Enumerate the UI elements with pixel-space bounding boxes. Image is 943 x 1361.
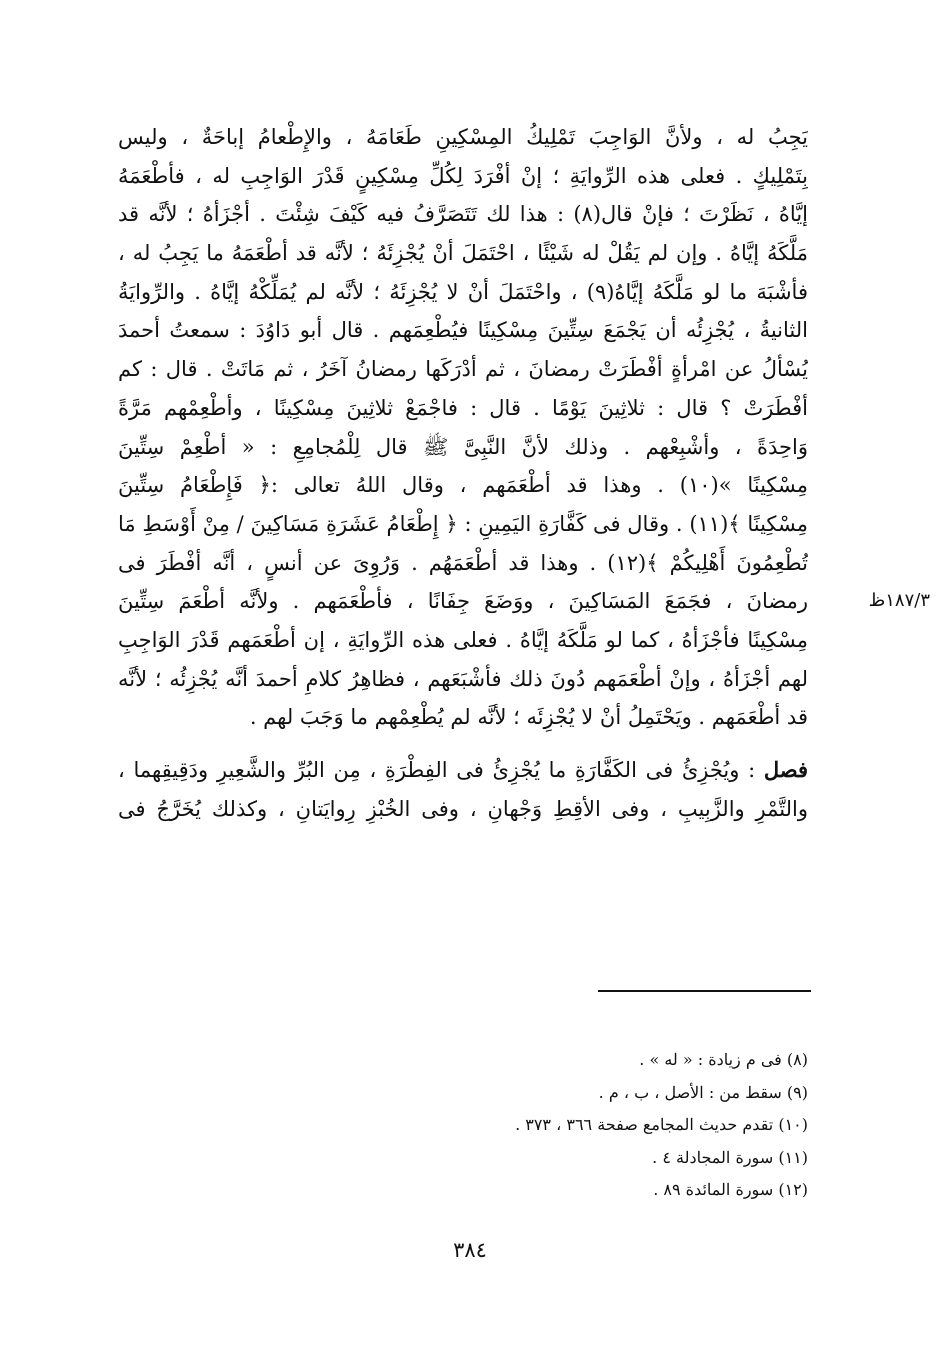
text-line: قد أطْعَمَهم . ويَحْتَمِلُ أنْ لا يُجْزِئَه ؛ لأنَّه لم يُطْعِمْهم ما وَجَبَ لهم . (249, 705, 808, 730)
text-line: يُسْألُ عن امْرأةٍ أفْطَرَتْ رمضانَ ، ثم أدْرَكَها رمضانُ آخَرُ ، ثم مَاتَتْ . قال : كم (118, 357, 808, 382)
fasl-line-1 (118, 751, 808, 790)
paragraph-gap (118, 737, 808, 751)
text-line: تُطْعِمُونَ أَهْلِيكُمْ ﴾(١٢) . وهذا قد أطْعَمَهُم . وَرُوِىَ عن أنسٍ ، أنَّه أفْطَرَ فى (118, 550, 808, 575)
text-line: إيَّاهُ ، نَظَرْتَ ؛ فإنْ قال(٨) : هذا لك تَتَصَرَّفُ فيه كَيْفَ شِئْتَ . أجْزَأهُ ؛ لأنَّه قد (118, 202, 808, 227)
main-text (118, 118, 808, 828)
text-line: بِتَمْلِيكٍ . فعلى هذه الرِّوايَةِ ؛ إنْ أفْرَدَ لِكُلِّ مِسْكِينٍ قَدْرَ الوَاجِبِ له ، فأطْعَمَهُ (118, 163, 808, 188)
text-line: مِسْكِينًا »(١٠) . وهذا قد أطْعَمَهم ، وقال اللهُ تعالى :﴿ فَإِطْعَامُ سِتِّينَ (118, 473, 808, 498)
fasl-line-2: والتَّمْرِ والزَّبِيبِ ، وفى الأقِطِ وَجْهانِ ، وفى الخُبْزِ رِوايَتانِ ، وكذلك يُخَرَّجُ فى (118, 796, 808, 821)
fasl-text: : ويُجْزِئُ فى الكَفَّارَةِ ما يُجْزِئُ فى الفِطْرَةِ ، مِن البُرِّ والشَّعِيرِ ودَقِيقِهما ، (118, 758, 764, 782)
footnote-separator (598, 990, 811, 992)
footnotes (380, 1044, 808, 1207)
footnote: (٩) سقط من : الأصل ، ب ، م . (598, 1082, 808, 1102)
text-line: أفْطَرَتْ ؟ قال : ثلاثِينَ يَوْمًا . قال : فاجْمَعْ ثلاثِينَ مِسْكِينًا ، وأطْعِمْهم مَرَّةً (118, 395, 808, 420)
text-line: مَلَّكَهُ إيَّاهُ . وإن لم يَقُلْ له شَيْئًا ، احْتَمَلَ أنْ يُجْزِئَهُ ؛ لأنَّه قد أطْعَمَهُ ما يَجِبُ له ، (118, 241, 808, 266)
text-line: الثانيةُ ، يُجْزِئُه أن يَجْمَعَ سِتِّينَ مِسْكِينًا فيُطْعِمَهم . قال أبو دَاوُدَ : سمعتُ أحمدَ (118, 318, 808, 343)
text-line: رمضانَ ، فجَمَعَ المَسَاكِينَ ، ووَضَعَ جِفَانًا ، فأطْعَمَهم . ولأنَّه أطْعَمَ سِتِّينَ (118, 589, 808, 614)
text-line: وَاحِدَةً ، وأشْبِعْهم . وذلك لأنَّ النَّبِىَّ ﷺ قال لِلْمُجامِعِ : « أطْعِمْ سِتِّينَ (118, 434, 808, 459)
text-line: فأشْبَهَ ما لو مَلَّكَهُ إيَّاهُ(٩) ، واحْتَمَلَ أنْ لا يُجْزِئَهُ ؛ لأنَّه لم يُمَلِّكْهُ إيَّاهُ . والرِّوايَةُ (118, 279, 808, 304)
text-line: يَجِبُ له ، ولأنَّ الوَاجِبَ تَمْلِيكُ المِسْكِينِ طَعَامَهُ ، والإِطْعامُ إباحَةٌ ، وليس (118, 125, 808, 149)
text-line: لهم أجْزَأهُ ، وإنْ أطْعَمَهم دُونَ ذلك فأشْبَعَهم ، فظاهِرُ كلامِ أحمدَ أنَّه يُجْزِئُه ؛ لأنَّه (118, 666, 808, 691)
margin-manuscript-reference: ١٨٧/٣ظ (868, 590, 930, 611)
page-number: ٣٨٤ (453, 1238, 487, 1262)
fasl-heading: فصل (763, 757, 808, 782)
footnote: (٨) فى م زيادة : « له » . (639, 1050, 808, 1069)
text-line: مِسْكِينًا فأجْزَأهُ ، كما لو مَلَّكَهُ إيَّاهُ . فعلى هذه الرِّوايَةِ ، إن أطْعَمَهم قَدْرَ الوَاجِبِ (118, 627, 808, 652)
footnote: (١١) سورة المجادلة ٤ . (652, 1147, 808, 1167)
footnote: (١٢) سورة المائدة ٨٩ . (653, 1180, 808, 1200)
footnote: (١٠) تقدم حديث المجامع صفحة ٣٦٦ ، ٣٧٣ . (515, 1115, 808, 1135)
text-line: مِسْكِينًا ﴾(١١) . وقال فى كَفَّارَةِ اليَمِينِ : ﴿ إِطْعَامُ عَشَرَةِ مَسَاكِينَ / مِنْ أَوْسَطِ مَا (118, 511, 808, 536)
